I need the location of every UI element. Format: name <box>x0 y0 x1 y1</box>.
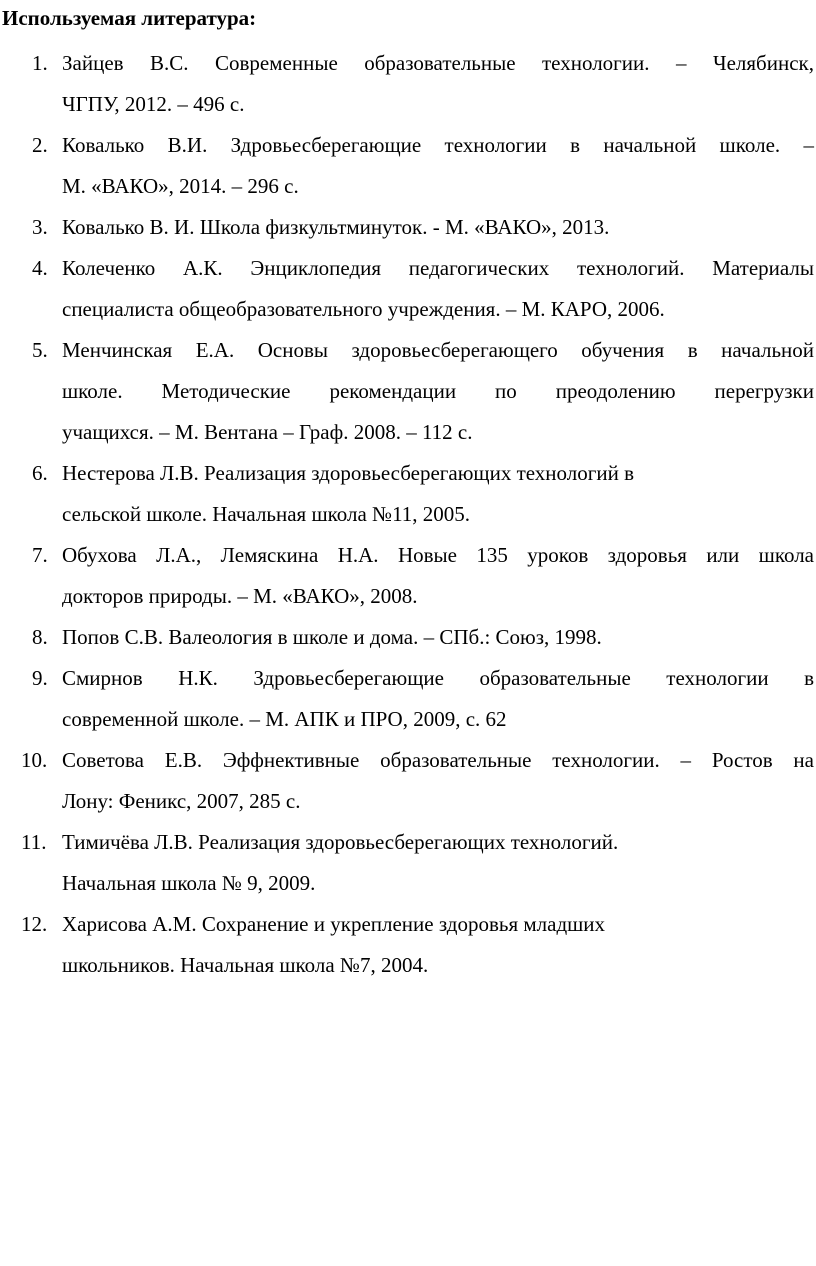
reference-number: 1. <box>32 51 48 75</box>
reference-line: Советова Е.В. Эффнективные образовательные технологии. – Ростов на <box>62 748 814 772</box>
reference-number: 6. <box>32 461 48 485</box>
reference-line: ЧГПУ, 2012. – 496 с. <box>62 92 245 116</box>
reference-line: школе. Методические рекомендации по преодолению перегрузки <box>62 379 814 403</box>
reference-text <box>62 740 814 822</box>
reference-text <box>62 535 814 617</box>
reference-line: сельской школе. Начальная школа №11, 2005. <box>62 502 471 526</box>
reference-line: Ковалько В. И. Школа физкультминуток. - М. «ВАКО», 2013. <box>62 215 610 239</box>
reference-text <box>62 453 814 535</box>
reference-item-7 <box>0 535 814 617</box>
reference-text <box>62 617 814 658</box>
reference-line: современной школе. – М. АПК и ПРО, 2009, с. 62 <box>62 707 507 731</box>
reference-number: 5. <box>32 338 48 362</box>
page-title: Используемая литература: <box>2 6 257 30</box>
reference-item-3 <box>0 207 814 248</box>
reference-number: 7. <box>32 543 48 567</box>
reference-line: Начальная школа № 9, 2009. <box>62 871 316 895</box>
reference-item-11 <box>0 822 814 904</box>
reference-number: 8. <box>32 625 48 649</box>
reference-line: Колеченко А.К. Энциклопедия педагогических технологий. Материалы <box>62 256 814 280</box>
reference-number: 11. <box>21 830 47 854</box>
reference-line: учащихся. – М. Вентана – Граф. 2008. – 112 с. <box>62 420 473 444</box>
reference-text <box>62 904 814 986</box>
reference-line: Тимичёва Л.В. Реализация здоровьесберегающих технологий. <box>62 830 619 854</box>
reference-item-8 <box>0 617 814 658</box>
reference-item-10 <box>0 740 814 822</box>
reference-number: 3. <box>32 215 48 239</box>
reference-text <box>62 207 814 248</box>
reference-number: 10. <box>21 748 48 772</box>
reference-line: специалиста общеобразовательного учреждения. – М. КАРО, 2006. <box>62 297 665 321</box>
reference-line: Смирнов Н.К. Здровьесберегающие образовательные технологии в <box>62 666 814 690</box>
reference-line: Харисова А.М. Сохранение и укрепление здоровья младших <box>62 912 606 936</box>
reference-line: Лону: Феникс, 2007, 285 с. <box>62 789 301 813</box>
reference-text <box>62 330 814 453</box>
reference-item-12 <box>0 904 814 986</box>
reference-item-2 <box>0 125 814 207</box>
reference-line: Зайцев В.С. Современные образовательные технологии. – Челябинск, <box>62 51 814 75</box>
reference-text <box>62 658 814 740</box>
reference-item-1 <box>0 43 814 125</box>
reference-line: М. «ВАКО», 2014. – 296 с. <box>62 174 299 198</box>
reference-line: школьников. Начальная школа №7, 2004. <box>62 953 429 977</box>
reference-item-4 <box>0 248 814 330</box>
reference-item-9 <box>0 658 814 740</box>
reference-number: 4. <box>32 256 48 280</box>
reference-item-5 <box>0 330 814 453</box>
reference-text <box>62 125 814 207</box>
reference-line: Попов С.В. Валеология в школе и дома. – СПб.: Союз, 1998. <box>62 625 602 649</box>
reference-line: докторов природы. – М. «ВАКО», 2008. <box>62 584 418 608</box>
reference-text <box>62 248 814 330</box>
reference-line: Менчинская Е.А. Основы здоровьесберегающего обучения в начальной <box>62 338 814 362</box>
reference-item-6 <box>0 453 814 535</box>
reference-number: 9. <box>32 666 48 690</box>
reference-line: Обухова Л.А., Лемяскина Н.А. Новые 135 уроков здоровья или школа <box>62 543 814 567</box>
reference-number: 2. <box>32 133 48 157</box>
reference-list <box>0 43 814 986</box>
reference-line: Ковалько В.И. Здровьесберегающие технологии в начальной школе. – <box>62 133 814 157</box>
reference-number: 12. <box>21 912 48 936</box>
reference-line: Нестерова Л.В. Реализация здоровьесберегающих технологий в <box>62 461 635 485</box>
reference-text <box>62 43 814 125</box>
reference-text <box>62 822 814 904</box>
